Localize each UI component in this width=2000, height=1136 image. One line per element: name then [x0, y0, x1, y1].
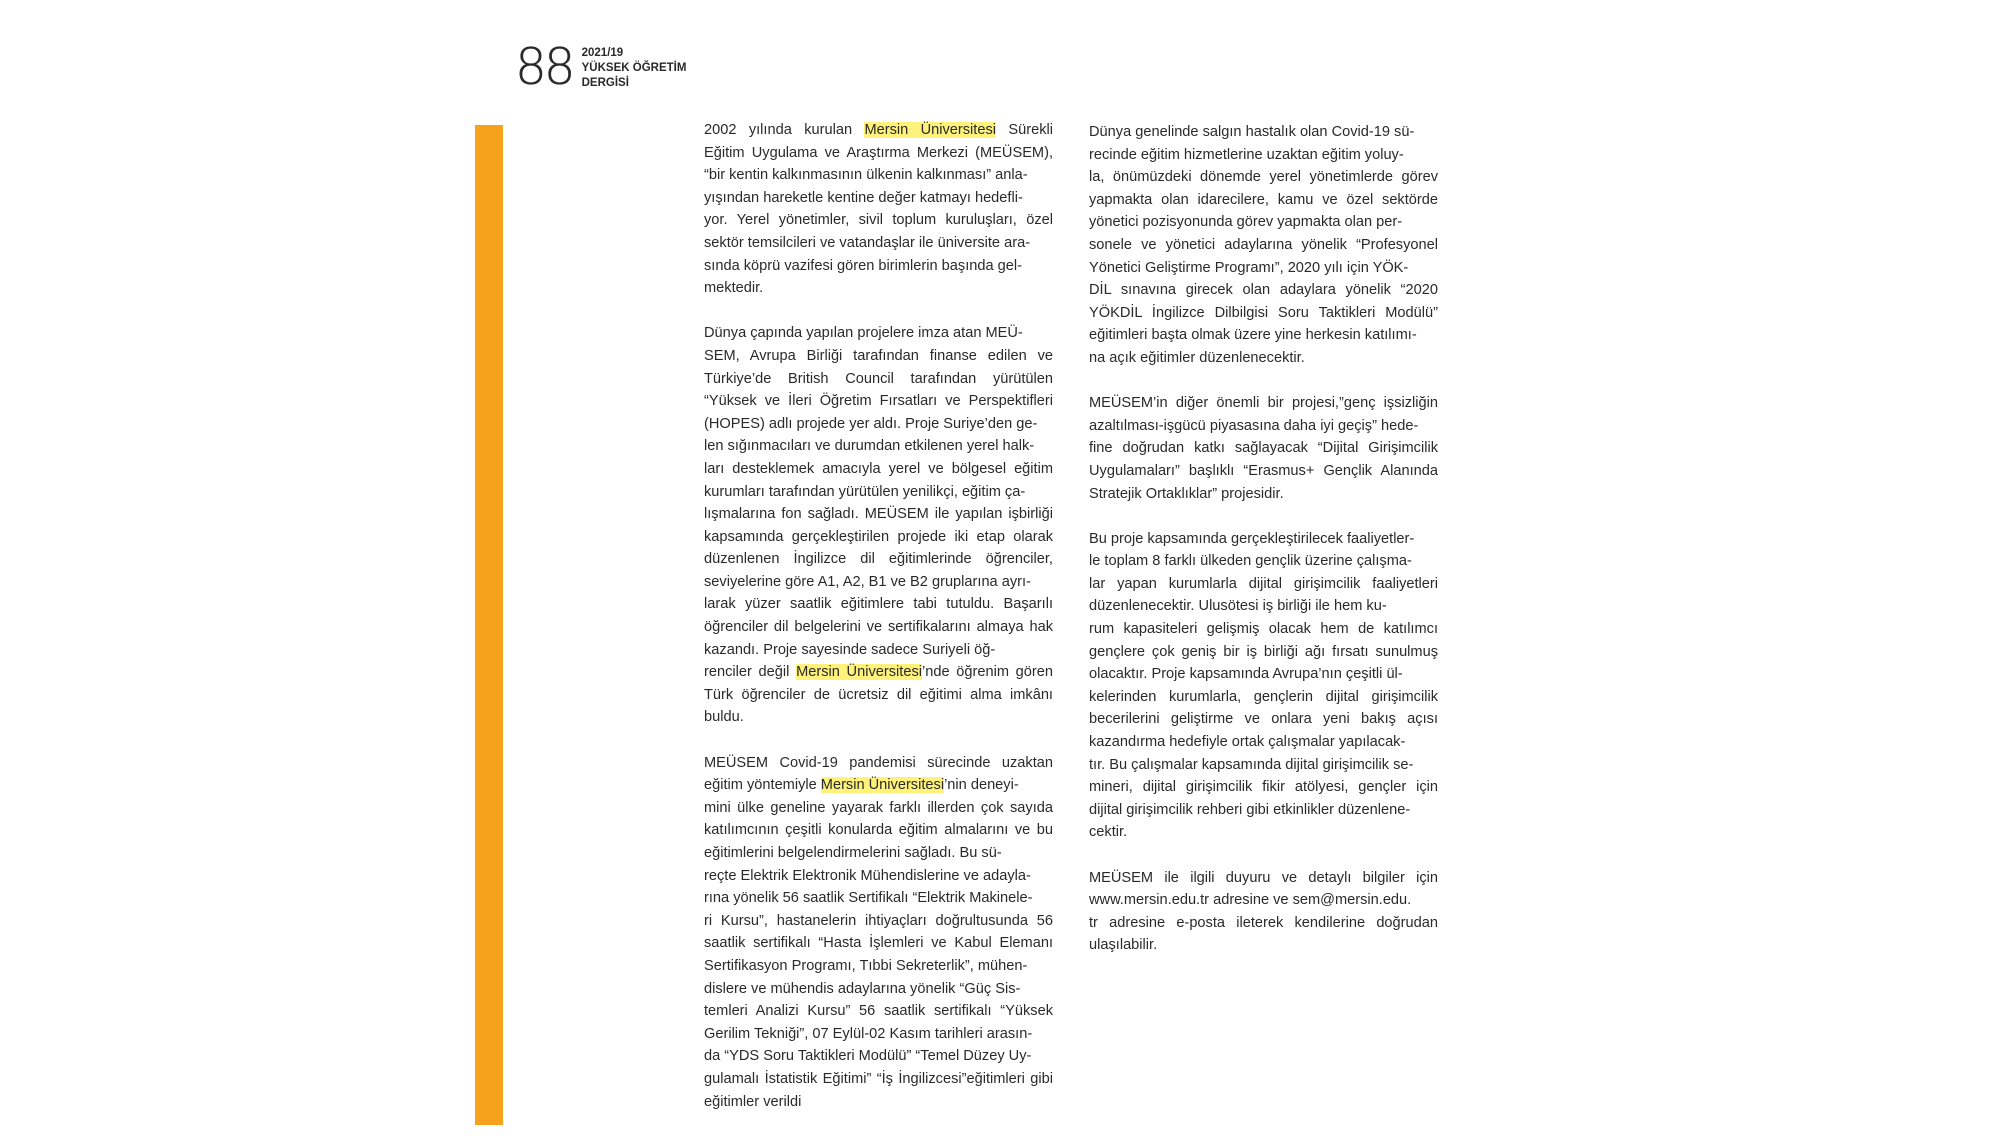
journal-title-line2: DERGİSİ	[581, 76, 629, 89]
highlighted-university-name: Mersin Üniversitesi	[796, 664, 922, 681]
text-run: ’nin deneyi- mini ülke geneline yayarak farklı illerden çok sayıda katılımcının çeşitli konularda eğitim almalarını ve bu eğitimlerini belgelendirmelerini sağladı. Bu sü- reçte Elektrik Elektronik Mühendislerine ve adayla- rına yönelik 56 saatlik Sertifikalı “Elektrik Makinele- ri Kursu”, hastanelerin ihtiyaçları doğrultusunda 56 saatlik sertifikalı “Hasta İşlemleri ve Kabul Elemanı Sertifikasyon Programı, Tıbbi Sekreterlik”, mühen- dislere ve mühendis adaylarına yönelik “Güç Sis- temleri Analizi Kursu” 56 saatlik sertifikalı “Yüksek Gerilim Tekniği”, 07 Eylül-02 Kasım tarihleri arasın- da “YDS Soru Taktikleri Modülü” “Temel Düzey Uy- gulamalı İstatistik Eğitimi” “İş İngilizcesi”eğitimleri gibi eğitimler verildi	[704, 777, 1053, 1110]
paragraph-meusem-intro	[704, 119, 1053, 300]
text-run: ’nde öğrenim gören Türk öğrenciler de ücretsiz dil eğitimi alma imkânı buldu.	[704, 664, 1054, 726]
journal-title-line1: YÜKSEK ÖĞRETİM	[581, 61, 687, 74]
highlighted-university-name: Mersin Üniversitesi	[820, 777, 945, 794]
text-run: 2002 yılında kurulan	[704, 122, 865, 138]
text-run: Dünya çapında yapılan projelere imza atan MEÜ- SEM, Avrupa Birliği tarafından finanse edilen ve Türkiye’de British Council tarafından yürütülen “Yüksek ve İleri Öğretim Fırsatları ve Perspektifleri (HOPES) adlı projede yer aldı. Proje Suriye’den ge- len sığınmacıları ve durumdan etkilenen yerel halk- ları desteklemek amacıyla yerel ve bölgesel eğitim kurumları tarafından yürütülen yenilikçi, eğitim ça- lışmalarına fon sağladı. MEÜSEM ile yapılan işbirliği kapsamında gerçekleştirilen projede iki etap olarak düzenlenen İngilizce dil eğitimlerinde öğrenciler, seviyelerine göre A1, A2, B1 ve B2 gruplarına ayrı- larak yüzer saatlik eğitimlere tabi tutuldu. Başarılı öğrenciler dil belgelerini ve sertifikalarını almaya hak kazandı. Proje sayesinde sadece Suriyeli öğ- renciler değil	[704, 325, 1053, 681]
page-number: 88	[515, 38, 573, 96]
journal-name	[582, 46, 687, 91]
accent-bar	[475, 125, 503, 1125]
paragraph-project-activities: Bu proje kapsamında gerçekleştirilecek faaliyetler- le toplam 8 farklı ülkeden gençlik üzerine çalışma- lar yapan kurumlarla dijital girişimcilik faaliyetleri düzenlenecektir. Ulusötesi iş birliği ile hem ku- rum kapasiteleri gelişmiş olacak hem de katılımcı gençlere çok geniş bir iş birliği ağı fırsatı sunulmuş olacaktır. Proje kapsamında Avrupa’nın çeşitli ül- kelerinden kurumlarla, gençlerin dijital girişimcilik becerilerini geliştirme ve onlara yeni bakış açısı kazandırma hedefiyle ortak çalışmalar yapılacak- tır. Bu çalışmalar kapsamında dijital girişimcilik se- mineri, dijital girişimcilik fikir atölyesi, gençler için dijital girişimcilik rehberi gibi etkinlikler düzenlene- cektir.	[1089, 530, 1438, 841]
right-column	[1089, 121, 1438, 980]
paragraph-covid-trainings	[704, 752, 1053, 1114]
text-run: MEÜSEM Covid-19 pandemisi sürecinde uzaktan eğitim yöntemiyle	[704, 754, 1053, 794]
paragraph-distance-education: Dünya genelinde salgın hastalık olan Covid-19 sü- recinde eğitim hizmetlerine uzaktan eğitim yoluy- la, önümüzdeki dönemde yerel yönetimlerde görev yapmakta olan idarecilere, kamu ve özel sektörde yönetici pozisyonunda görev yapmakta olan per- sonele ve yönetici adaylarına yönelik “Profesyonel Yönetici Geliştirme Programı”, 2020 yılı için YÖK- DİL sınavına girecek olan adaylara yönelik “2020 YÖKDİL İngilizce Dilbilgisi Soru Taktikleri Modülü” eğitimleri başta olmak üzere yine herkesin katılımı- na açık eğitimler düzenlenecektir.	[1089, 124, 1438, 366]
paragraph-contact-info: MEÜSEM ile ilgili duyuru ve detaylı bilgiler için www.mersin.edu.tr adresine ve sem@mersin.edu. tr adresine e-posta ileterek kendilerine doğrudan ulaşılabilir.	[1089, 869, 1438, 954]
left-column	[704, 119, 1053, 1136]
paragraph-digital-entrepreneurship: MEÜSEM’in diğer önemli bir projesi,”genç işsizliğin azaltılması-işgücü piyasasına daha iyi geçiş” hede- fine doğrudan katkı sağlayacak “Dijital Girişimcilik Uygulamaları” başlıklı “Erasmus+ Gençlik Alanında Stratejik Ortaklıklar” projesidir.	[1089, 395, 1438, 502]
page-header	[515, 38, 687, 96]
journal-issue: 2021/19	[581, 46, 624, 59]
text-run: Sürekli Eğitim Uygulama ve Araştırma Merkezi (MEÜSEM), “bir kentin kalkınmasının ülkenin kalkınması” anla- yışından hareketle kentine değer katmayı hedefli- yor. Yerel yönetimler, sivil toplum kuruluşları, özel sektör temsilcileri ve vatandaşlar ile üniversite ara- sında köprü vazifesi gören birimlerin başında gel- mektedir.	[704, 122, 1053, 297]
highlighted-university-name: Mersin Üniversitesi	[864, 122, 997, 138]
paragraph-hopes-project	[704, 322, 1053, 729]
